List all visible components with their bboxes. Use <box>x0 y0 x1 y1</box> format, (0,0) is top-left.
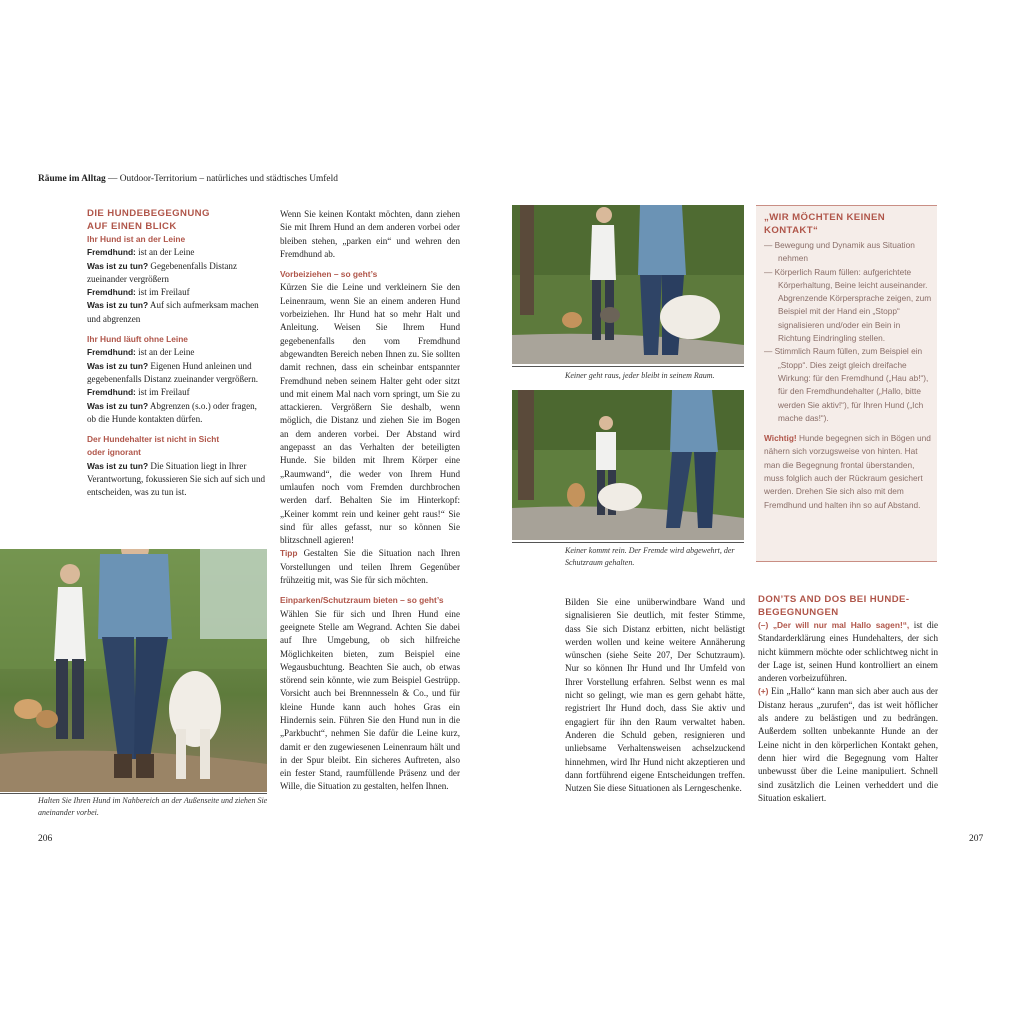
chapter-title: Räume im Alltag <box>38 174 106 184</box>
page-number-right: 207 <box>969 834 984 844</box>
line-item: Fremdhund: ist an der Leine <box>87 247 195 258</box>
line-item: Fremdhund: ist im Freilauf <box>87 287 190 298</box>
line-item: Fremdhund: ist im Freilauf <box>87 387 190 398</box>
photo-nobody-enters <box>512 390 744 540</box>
photo-illustration <box>512 390 744 540</box>
page-number-left: 206 <box>38 834 53 844</box>
subhead-passing: Vorbeiziehen – so geht’s <box>280 269 378 280</box>
photo-walking-past <box>0 549 267 792</box>
running-header <box>38 174 338 184</box>
info-bullet: — Stimmlich Raum füllen, zum Beispiel ein „Stopp“. Dies zeigt gleich dreifache Wirkung: für den Fremdhund („Hau ab!“), für den Fremdhundehalter („Hallo, bitte werden Sie aktiv!“), für Ihren Hund („Ich mache das!“). <box>764 346 929 423</box>
heading-donts-dos: DON’TS AND DOS BEI HUNDE- BEGEGNUNGEN <box>758 594 910 618</box>
line-item: Was ist zu tun? Gegebenenfalls Distanz zueinander vergrößern <box>87 260 237 284</box>
tip-label: Tipp <box>280 548 298 559</box>
caption-rule <box>512 366 744 367</box>
dont-paragraph: (–) „Der will nur mal Hallo sagen!“, ist die Standarderklärung eines Hundehalters, der sich nicht kümmern möchte oder schlichtweg nicht in der Lage ist, seinen Hund kontrolliert an einem anderen vorbeizuführen. <box>758 620 939 684</box>
photo-illustration <box>512 205 744 364</box>
paragraph-wall: Bilden Sie eine unüberwindbare Wand und signalisieren Sie deutlich, mit fester Stimme, dass Sie sich Distanz erbitten, nicht belästigt werden wollen und keine weitere Annäherung wünschen (siehe Seite 207, Der Schutzraum). Nur so können Ihr Hund und Ihr Umfeld von Ihrer Vorstellung erfahren. Selbst wenn es mal nicht so gelingt, wie man es gern gehabt hätte, registriert Ihr Hund doch, dass Sie aktiv und engagiert für ihn den Raum verwaltet haben. Anderen die Schuld geben, resignieren und unliebsame Verhaltensweisen achselzuckend hinnehmen, wird Ihr Hund nicht akzeptieren und dann fortführend eigene Entscheidungen treffen. Nutzen Sie diese Situationen als Lerngeschenke. <box>565 597 745 794</box>
section-title: Outdoor-Territorium – natürliches und städtisches Umfeld <box>119 174 338 184</box>
line-item: Fremdhund: ist an der Leine <box>87 347 195 358</box>
column-donts-and-dos <box>758 594 938 805</box>
minus-marker: (–) <box>758 620 769 630</box>
line-item: Was ist zu tun? Die Situation liegt in Ihrer Verantwortung, fokussieren Sie sich auf sich und entscheiden, was zu tun ist. <box>87 460 266 498</box>
info-bullet: — Bewegung und Dynamik aus Situation nehmen <box>764 240 915 264</box>
info-box-content <box>764 212 932 512</box>
tip-paragraph: Tipp Gestalten Sie die Situation nach Ihren Vorstellungen und teilen Ihrem Gegenüber frühzeitig mit, was Sie für sich möchten. <box>280 548 460 586</box>
photo-nobody-leaves <box>512 205 744 364</box>
line-item: Was ist zu tun? Abgrenzen (s.o.) oder fragen, ob die Hunde kontakten dürfen. <box>87 400 257 424</box>
subhead-on-leash: Ihr Hund ist an der Leine <box>87 234 186 244</box>
photo-caption-left: Halten Sie Ihren Hund im Nahbereich an der Außenseite und ziehen Sie aneinander vorbei. <box>38 796 268 817</box>
plus-marker: (+) <box>758 686 769 697</box>
important-label: Wichtig! <box>764 433 797 444</box>
do-paragraph: (+) Ein „Hallo“ kann man sich aber auch aus der Distanz heraus „zurufen“, das ist weit höflicher als andere zu belästigen und zu bedrängen. Außerdem sollten unbekannte Hunde an der Leine nicht in den körperlichen Kontakt gehen, denn hier wird die Begegnung vom Halter unbewusst über die Leine manipuliert. Schnell sind zusätzlich die Leinen verheddert und die Situation eskaliert. <box>758 686 938 803</box>
dont-quote: „Der will nur mal Hallo sagen!“, <box>768 620 910 630</box>
important-note: Wichtig! Hunde begegnen sich in Bögen und nähern sich vorzugsweise von hinten. Hat man die Begegnung frontal überstanden, muss folglich auch der Rückraum gesichert werden. Drehen Sie sich also mit dem Fremdhund und halten ihn so auf Abstand. <box>764 433 931 510</box>
subhead-owner-absent: Der Hundehalter ist nicht in Sicht oder ignorant <box>87 434 220 458</box>
subhead-off-leash: Ihr Hund läuft ohne Leine <box>87 334 188 345</box>
paragraph-parking: Wählen Sie für sich und Ihren Hund eine geeignete Stelle am Wegrand. Achten Sie dabei auf Ihre Umgebung, ob sich hilfreiche Möglichkeiten bieten, zum Beispiel eine Wegausbuchtung. Beachten Sie auch, ob etwas störend sein könnte, wie zum Beispiel Gestrüpp. Vorsicht auch bei Brennnesseln & Co., und für kleine Hunde kann auch hohes Gras ein Hindernis sein. Führen Sie den Hund nun in die „Parkbucht“, nehmen Sie dafür die Leine kurz, damit er den zugewiesenen Leinenraum hält und in der Spur bleibt. Ein sicheres Auftreten, also ein fester Stand, raumfüllende Präsenz und der Wille, die Situation zu gestalten, helfen Ihnen. <box>280 608 460 792</box>
header-dash: — <box>108 174 118 184</box>
caption-rule <box>512 542 744 543</box>
line-item: Was ist zu tun? Eigenen Hund anleinen und gegebenenfalls Distanz zueinander vergrößern. <box>87 360 259 384</box>
photo-caption-top: Keiner geht raus, jeder bleibt in seinem Raum. <box>565 371 715 380</box>
line-item: Was ist zu tun? Auf sich aufmerksam machen und abgrenzen <box>87 300 259 324</box>
column-wall <box>565 596 745 795</box>
caption-rule <box>0 793 267 794</box>
photo-illustration <box>0 549 267 792</box>
photo-caption-mid: Keiner kommt rein. Der Fremde wird abgewehrt, der Schutzraum gehalten. <box>565 546 735 567</box>
column-passing-by <box>280 208 460 794</box>
info-box-title: „WIR MÖCHTEN KEINEN KONTAKT“ <box>764 212 886 236</box>
intro-paragraph: Wenn Sie keinen Kontakt möchten, dann ziehen Sie mit Ihrem Hund an dem anderen vorbei oder bleiben stehen, „parken ein“ und wehren den Fremdhund ab. <box>280 209 460 259</box>
info-bullet: — Körperlich Raum füllen: aufgerichtete Körperhaltung, Beine leicht auseinander. Abgrenzende Körpersprache zeigen, zum Beispiel mit der Hand ein „Stopp“ signalisieren und/oder ein Bein in Richtung Eindringling stellen. <box>764 266 932 344</box>
paragraph-passing: Kürzen Sie die Leine und verkleinern Sie den Leinenraum, wenn Sie an einem anderen Hund vorbeiziehen. Ihr Hund hat so mehr Halt und Anleitung. Weisen Sie Ihrem Hund gegebenenfalls den vom Fremdhund abgewandten Bereich neben Ihnen zu. Sie sollten damit rechnen, dass ein scheinbar entspannter Fremdhund neben seinem Halter geht oder sitzt und mit einem Mal nach vorn springt, um Sie zu attackieren. Vergrößern Sie deshalb, wenn möglich, die Distanz und ziehen Sie im Bogen an dem anderen vorbei. Der Abstand wird angepasst an das Verhalten der beteiligten Hunde. Sie bilden mit Ihrem Körper eine „Raumwand“, die weder von Ihrem Hund umlaufen noch vom Fremden durchbrochen werden darf. Behalten Sie im Hinterkopf: „Keiner kommt rein und keiner geht raus!“ Sie sind für alles gefasst, nur so können Sie blitzschnell agieren! <box>280 282 460 546</box>
subhead-parking: Einparken/Schutzraum bieten – so geht’s <box>280 595 444 606</box>
column-at-a-glance <box>87 208 267 500</box>
heading-at-a-glance: DIE HUNDEBEGEGNUNG AUF EINEN BLICK <box>87 208 210 232</box>
